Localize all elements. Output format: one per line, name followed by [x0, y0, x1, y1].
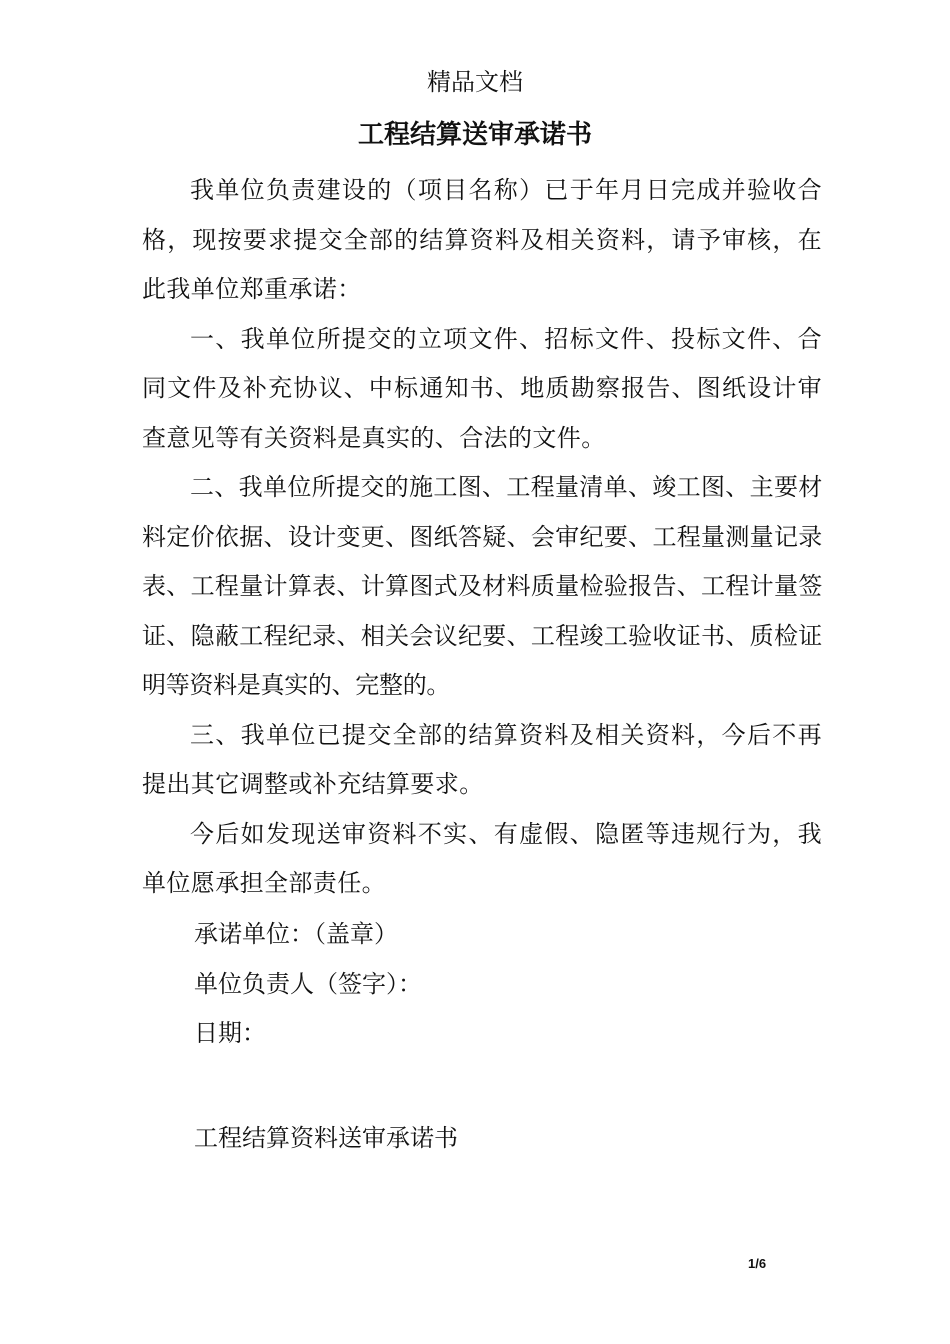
paragraph-item-3: 三、我单位已提交全部的结算资料及相关资料，今后不再提出其它调整或补充结算要求。 [142, 720, 822, 798]
paragraph-item-1: 一、我单位所提交的立项文件、招标文件、投标文件、合同文件及补充协议、中标通知书、地质勘察报告、图纸设计审查意见等有关资料是真实的、合法的文件。 [142, 324, 822, 452]
document-body [142, 166, 822, 909]
page-number: 1/6 [748, 1256, 767, 1271]
signature-unit: 承诺单位：（盖章） [194, 920, 398, 948]
paragraph-liability: 今后如发现送审资料不实、有虚假、隐匿等违规行为，我单位愿承担全部责任。 [142, 819, 822, 897]
paragraph-intro: 我单位负责建设的（项目名称）已于年月日完成并验收合格，现按要求提交全部的结算资料及相关资料，请予审核，在此我单位郑重承诺： [142, 176, 822, 303]
paragraph-item-2: 二、我单位所提交的施工图、工程量清单、竣工图、主要材料定价依据、设计变更、图纸答疑、会审纪要、工程量测量记录表、工程量计算表、计算图式及材料质量检验报告、工程计量签证、隐蔽工程纪录、相关会议纪要、工程竣工验收证书、质检证明等资料是真实的、完整的。 [142, 473, 822, 699]
page-header: 精品文档 [427, 68, 523, 96]
document-title: 工程结算送审承诺书 [357, 120, 592, 150]
signature-responsible: 单位负责人（签字）： [194, 970, 422, 998]
footer-title: 工程结算资料送审承诺书 [194, 1124, 458, 1152]
signature-date: 日期： [194, 1019, 266, 1047]
